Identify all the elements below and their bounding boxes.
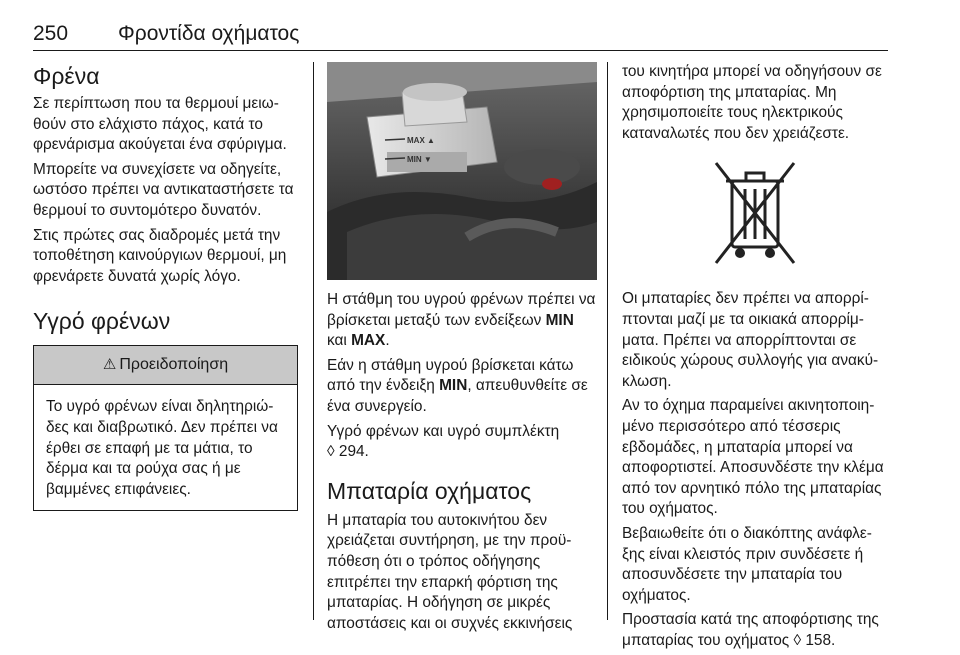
warning-text: Το υγρό φρένων είναι δηλητηριώ-δες και διαβρωτικό. Δεν πρέπει να έρθει σε επαφή με τα μάτια, το δέρμα και τα ρούχα σας ή με βαμμένες επιφάνειες.: [46, 398, 278, 498]
brake-fluid-reservoir-photo: [327, 62, 597, 280]
paragraph: Οι μπαταρίες δεν πρέπει να απορρί-πτονται μαζί με τα οικιακά απορρίμ-ματα. Πρέπει να απορρίπτονται σε ειδικούς χώρους συλλογής για ανακύ-κλωση.: [622, 290, 879, 390]
section-heading-battery: Μπαταρία οχήματος: [327, 477, 532, 504]
min-mark-label: MIN ▼: [407, 155, 432, 164]
paragraph: Η μπαταρία του αυτοκινήτου δεν χρειάζεται συντήρηση, με την προϋ-πόθεση ότι ο τρόπος οδήγησης επιτρέπει την επαρκή φόρτιση της μπαταρίας. Η οδήγηση σε μικρές αποστάσεις και οι συχνές εκκινήσεις: [327, 511, 573, 632]
warning-header: [34, 346, 297, 385]
right-column: [622, 62, 888, 655]
warning-box: [33, 345, 298, 511]
left-column: [33, 62, 298, 511]
paragraph: Υγρό φρένων και υγρό συμπλέκτη ◊ 294.: [327, 422, 560, 461]
page-header: [33, 22, 888, 50]
middle-column: [327, 62, 597, 638]
page-reference-link[interactable]: ◊ 294.: [327, 443, 369, 461]
paragraph: Προστασία κατά της αποφόρτισης της μπαταρίας του οχήματος ◊ 158.: [622, 611, 879, 649]
chapter-title: Φροντίδα οχήματος: [118, 22, 300, 45]
warning-title: Προειδοποίηση: [119, 356, 229, 374]
paragraph: Εάν η στάθμη υγρού βρίσκεται κάτω από την ένδειξη MIN, απευθυνθείτε σε ένα συνεργείο.: [327, 356, 588, 415]
crossed-out-bin-icon: [710, 159, 800, 271]
section-heading-brake-fluid: Υγρό φρένων: [33, 308, 171, 335]
engine-bay-image: [327, 62, 597, 280]
paragraph: Η στάθμη του υγρού φρένων πρέπει να βρίσκεται μεταξύ των ενδείξεων MIN και MAX.: [327, 291, 596, 350]
page-reference-link[interactable]: ◊ 158.: [793, 631, 836, 649]
paragraph: Αν το όχημα παραμείνει ακινητοποιη-μένο περισσότερο από τέσσερις εβδομάδες, η μπαταρία μπορεί να αποφορτιστεί. Αποσυνδέστε την κλέμα από τον αρνητικό πόλο της μπαταρίας του οχήματος.: [622, 397, 884, 518]
column-divider-1: [313, 62, 314, 620]
column-divider-2: [607, 62, 608, 620]
warning-triangle-icon: ⚠: [102, 356, 117, 374]
paragraph: Στις πρώτες σας διαδρομές μετά την τοποθέτηση καινούργιων θερμουί, μη φρενάρετε δυνατά χωρίς λόγο.: [33, 226, 287, 285]
paragraph: Βεβαιωθείτε ότι ο διακόπτης ανάφλε-ξης είναι κλειστός πριν συνδέσετε ή αποσυνδέσετε την μπαταρία του οχήματος.: [622, 524, 872, 604]
paragraph: του κινητήρα μπορεί να οδηγήσουν σε αποφόρτιση της μπαταρίας. Μη χρησιμοποιείτε τους ηλεκτρικούς καταναλωτές που δεν χρειάζεστε.: [622, 63, 882, 142]
paragraph: Μπορείτε να συνεχίσετε να οδηγείτε, ωστόσο πρέπει να αντικαταστήσετε τα θερμουί το συντομότερο δυνατόν.: [33, 160, 294, 219]
max-mark-label: MAX ▲: [407, 136, 435, 145]
page-number: 250: [33, 22, 69, 45]
paragraph: Σε περίπτωση που τα θερμουί μειω-θούν στο ελάχιστο πάχος, κατά το φρενάρισμα ακούγεται ένα σφύριγμα.: [33, 95, 287, 154]
section-heading-brakes: Φρένα: [33, 63, 100, 89]
header-rule: [33, 50, 888, 51]
